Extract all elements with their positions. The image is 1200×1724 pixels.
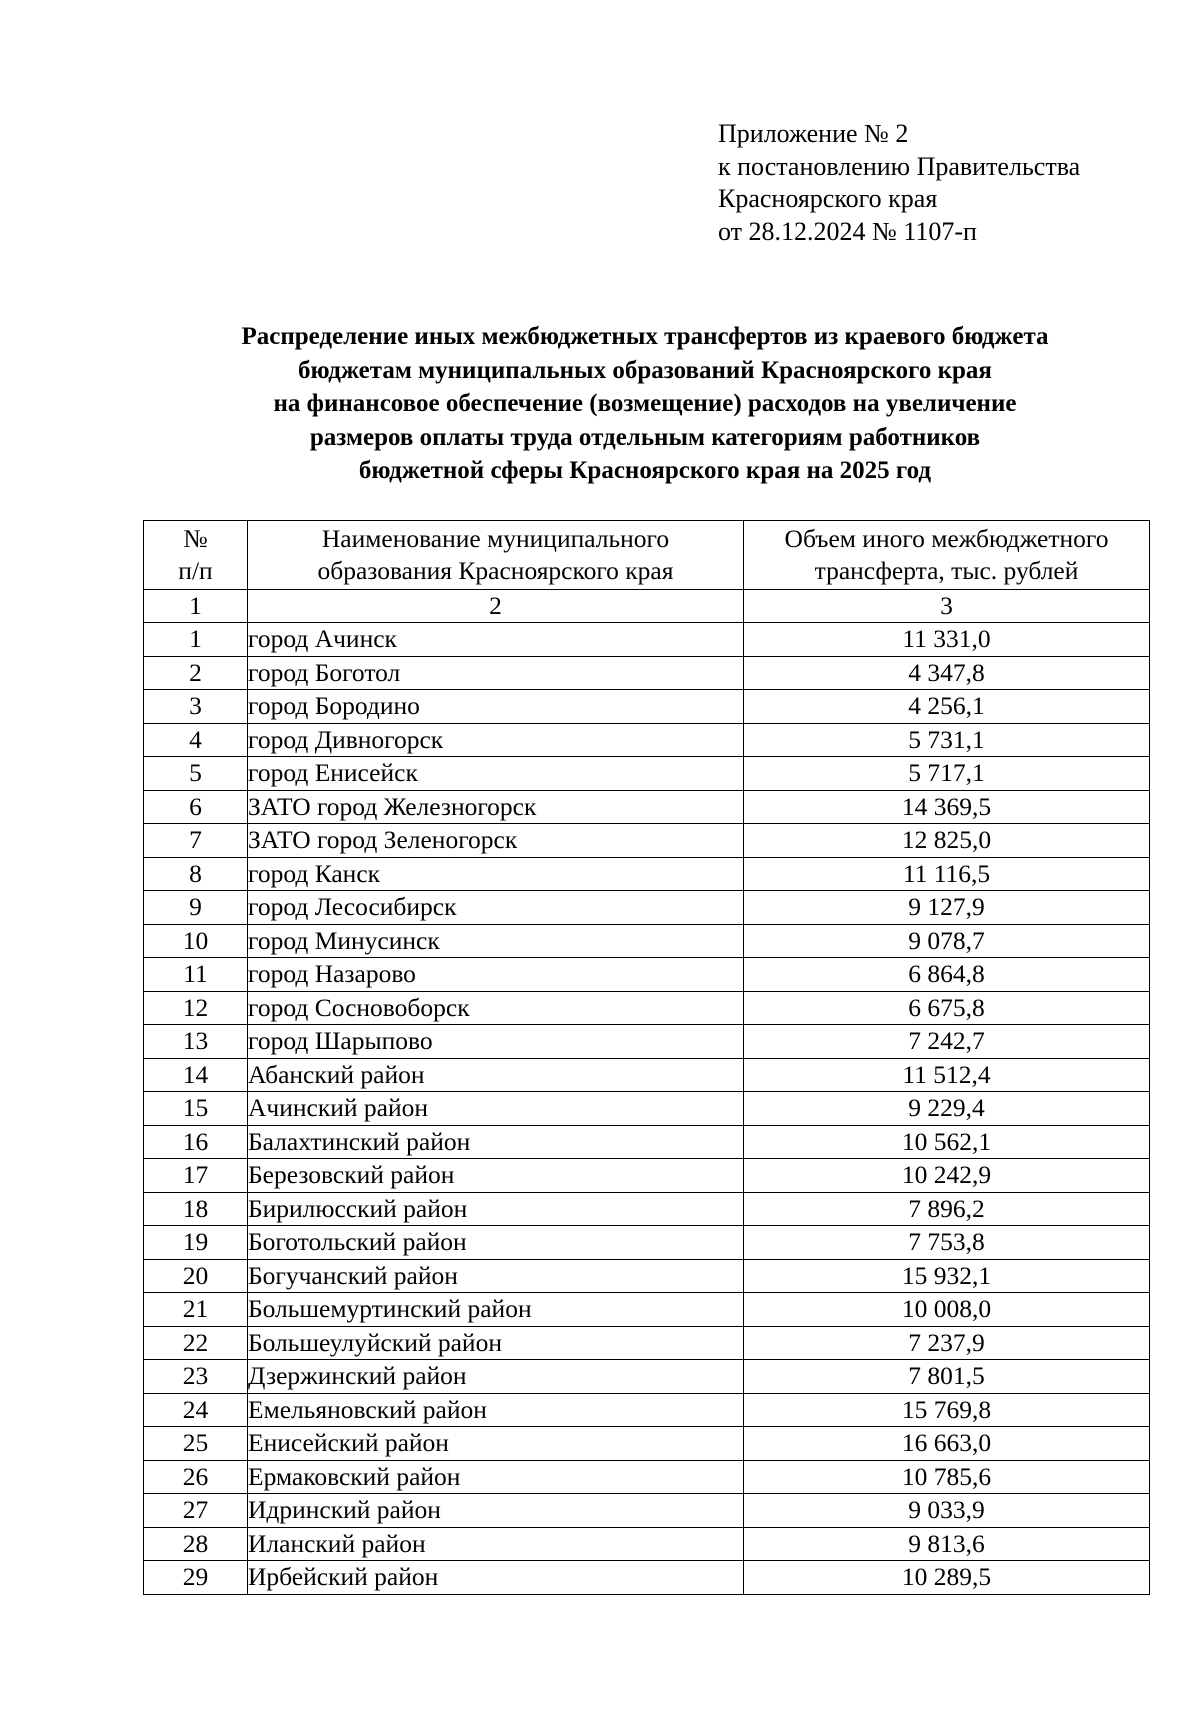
row-number: 27 bbox=[144, 1494, 248, 1528]
table-row bbox=[144, 757, 1150, 791]
municipality-name: ЗАТО город Зеленогорск bbox=[248, 824, 744, 858]
table-row bbox=[144, 1159, 1150, 1193]
municipality-name: Боготольский район bbox=[248, 1226, 744, 1260]
table-row bbox=[144, 824, 1150, 858]
transfer-value: 4 347,8 bbox=[744, 656, 1150, 690]
table-row bbox=[144, 1092, 1150, 1126]
municipality-name: Ачинский район bbox=[248, 1092, 744, 1126]
table-row bbox=[144, 1125, 1150, 1159]
header-municipality: Наименование муниципального образования Красноярского края bbox=[248, 521, 744, 590]
municipality-name: город Лесосибирск bbox=[248, 891, 744, 925]
table-row bbox=[144, 991, 1150, 1025]
transfer-value: 7 237,9 bbox=[744, 1326, 1150, 1360]
transfer-value: 9 127,9 bbox=[744, 891, 1150, 925]
transfer-value: 15 769,8 bbox=[744, 1393, 1150, 1427]
column-number-row bbox=[144, 590, 1150, 623]
row-number: 26 bbox=[144, 1460, 248, 1494]
table-header-row bbox=[144, 521, 1150, 590]
table-row bbox=[144, 1494, 1150, 1528]
title-line: размеров оплаты труда отдельным категориям работников bbox=[309, 423, 981, 451]
row-number: 21 bbox=[144, 1293, 248, 1327]
row-number: 9 bbox=[144, 891, 248, 925]
table-body bbox=[144, 623, 1150, 1595]
transfer-value: 7 801,5 bbox=[744, 1360, 1150, 1394]
row-number: 12 bbox=[144, 991, 248, 1025]
row-number: 23 bbox=[144, 1360, 248, 1394]
table-row bbox=[144, 1025, 1150, 1059]
transfer-value: 11 116,5 bbox=[744, 857, 1150, 891]
row-number: 6 bbox=[144, 790, 248, 824]
row-number: 22 bbox=[144, 1326, 248, 1360]
table-row bbox=[144, 1293, 1150, 1327]
transfer-value: 9 033,9 bbox=[744, 1494, 1150, 1528]
transfer-value: 10 289,5 bbox=[744, 1561, 1150, 1595]
row-number: 17 bbox=[144, 1159, 248, 1193]
table-row bbox=[144, 924, 1150, 958]
row-number: 10 bbox=[144, 924, 248, 958]
transfer-value: 5 731,1 bbox=[744, 723, 1150, 757]
header-number: № п/п bbox=[144, 521, 248, 590]
municipality-name: ЗАТО город Железногорск bbox=[248, 790, 744, 824]
table-row bbox=[144, 1058, 1150, 1092]
transfer-value: 10 785,6 bbox=[744, 1460, 1150, 1494]
column-number: 3 bbox=[744, 590, 1150, 623]
municipality-name: Дзержинский район bbox=[248, 1360, 744, 1394]
title-line: бюджетной сферы Красноярского края на 2025 год bbox=[358, 457, 932, 485]
table-row bbox=[144, 623, 1150, 657]
municipality-name: город Минусинск bbox=[248, 924, 744, 958]
table-row bbox=[144, 857, 1150, 891]
table-row bbox=[144, 656, 1150, 690]
transfer-value: 10 008,0 bbox=[744, 1293, 1150, 1327]
table-row bbox=[144, 1360, 1150, 1394]
appendix-block bbox=[718, 118, 1080, 248]
appendix-line: к постановлению Правительства bbox=[718, 151, 1081, 181]
title-line: на финансовое обеспечение (возмещение) расходов на увеличение bbox=[273, 390, 1017, 418]
transfer-value: 10 242,9 bbox=[744, 1159, 1150, 1193]
table-row bbox=[144, 958, 1150, 992]
row-number: 7 bbox=[144, 824, 248, 858]
table-row bbox=[144, 1561, 1150, 1595]
document-title bbox=[100, 320, 1190, 488]
transfer-value: 14 369,5 bbox=[744, 790, 1150, 824]
municipality-name: город Сосновоборск bbox=[248, 991, 744, 1025]
appendix-line: Приложение № 2 bbox=[718, 119, 909, 148]
table-row bbox=[144, 790, 1150, 824]
transfer-value: 10 562,1 bbox=[744, 1125, 1150, 1159]
transfer-value: 12 825,0 bbox=[744, 824, 1150, 858]
row-number: 3 bbox=[144, 690, 248, 724]
transfer-value: 5 717,1 bbox=[744, 757, 1150, 791]
transfer-value: 7 753,8 bbox=[744, 1226, 1150, 1260]
row-number: 24 bbox=[144, 1393, 248, 1427]
transfer-value: 16 663,0 bbox=[744, 1427, 1150, 1461]
table-row bbox=[144, 1460, 1150, 1494]
distribution-table bbox=[143, 520, 1150, 1595]
row-number: 2 bbox=[144, 656, 248, 690]
transfer-value: 9 813,6 bbox=[744, 1527, 1150, 1561]
municipality-name: город Боготол bbox=[248, 656, 744, 690]
row-number: 20 bbox=[144, 1259, 248, 1293]
transfer-value: 6 675,8 bbox=[744, 991, 1150, 1025]
municipality-name: город Канск bbox=[248, 857, 744, 891]
transfer-value: 11 512,4 bbox=[744, 1058, 1150, 1092]
municipality-name: Березовский район bbox=[248, 1159, 744, 1193]
row-number: 13 bbox=[144, 1025, 248, 1059]
row-number: 15 bbox=[144, 1092, 248, 1126]
municipality-name: Емельяновский район bbox=[248, 1393, 744, 1427]
municipality-name: город Бородино bbox=[248, 690, 744, 724]
table-row bbox=[144, 891, 1150, 925]
municipality-name: Иланский район bbox=[248, 1527, 744, 1561]
title-line: Распределение иных межбюджетных трансфертов из краевого бюджета bbox=[241, 323, 1049, 350]
municipality-name: Большеулуйский район bbox=[248, 1326, 744, 1360]
transfer-value: 9 078,7 bbox=[744, 924, 1150, 958]
row-number: 19 bbox=[144, 1226, 248, 1260]
table-row bbox=[144, 1326, 1150, 1360]
transfer-value: 4 256,1 bbox=[744, 690, 1150, 724]
row-number: 8 bbox=[144, 857, 248, 891]
title-line: бюджетам муниципальных образований Красноярского края bbox=[298, 356, 992, 384]
row-number: 16 bbox=[144, 1125, 248, 1159]
transfer-value: 15 932,1 bbox=[744, 1259, 1150, 1293]
transfer-value: 9 229,4 bbox=[744, 1092, 1150, 1126]
municipality-name: Енисейский район bbox=[248, 1427, 744, 1461]
municipality-name: Большемуртинский район bbox=[248, 1293, 744, 1327]
municipality-name: Ермаковский район bbox=[248, 1460, 744, 1494]
municipality-name: город Енисейск bbox=[248, 757, 744, 791]
table-row bbox=[144, 1393, 1150, 1427]
transfer-value: 11 331,0 bbox=[744, 623, 1150, 657]
row-number: 11 bbox=[144, 958, 248, 992]
row-number: 18 bbox=[144, 1192, 248, 1226]
table-row bbox=[144, 1259, 1150, 1293]
appendix-line: от 28.12.2024 № 1107-п bbox=[718, 216, 977, 246]
municipality-name: Абанский район bbox=[248, 1058, 744, 1092]
row-number: 14 bbox=[144, 1058, 248, 1092]
table-row bbox=[144, 690, 1150, 724]
row-number: 4 bbox=[144, 723, 248, 757]
row-number: 25 bbox=[144, 1427, 248, 1461]
table-row bbox=[144, 723, 1150, 757]
column-number: 1 bbox=[144, 590, 248, 623]
row-number: 28 bbox=[144, 1527, 248, 1561]
municipality-name: Богучанский район bbox=[248, 1259, 744, 1293]
table-row bbox=[144, 1226, 1150, 1260]
table-row bbox=[144, 1527, 1150, 1561]
municipality-name: город Шарыпово bbox=[248, 1025, 744, 1059]
municipality-name: Балахтинский район bbox=[248, 1125, 744, 1159]
municipality-name: город Назарово bbox=[248, 958, 744, 992]
transfer-value: 7 242,7 bbox=[744, 1025, 1150, 1059]
municipality-name: Идринский район bbox=[248, 1494, 744, 1528]
appendix-line: Красноярского края bbox=[718, 184, 938, 213]
municipality-name: город Ачинск bbox=[248, 623, 744, 657]
transfer-value: 6 864,8 bbox=[744, 958, 1150, 992]
header-transfer-volume: Объем иного межбюджетного трансферта, тыс. рублей bbox=[744, 521, 1150, 590]
table-row bbox=[144, 1427, 1150, 1461]
column-number: 2 bbox=[248, 590, 744, 623]
table-row bbox=[144, 1192, 1150, 1226]
row-number: 5 bbox=[144, 757, 248, 791]
municipality-name: Бирилюсский район bbox=[248, 1192, 744, 1226]
municipality-name: город Дивногорск bbox=[248, 723, 744, 757]
transfer-value: 7 896,2 bbox=[744, 1192, 1150, 1226]
municipality-name: Ирбейский район bbox=[248, 1561, 744, 1595]
row-number: 1 bbox=[144, 623, 248, 657]
row-number: 29 bbox=[144, 1561, 248, 1595]
